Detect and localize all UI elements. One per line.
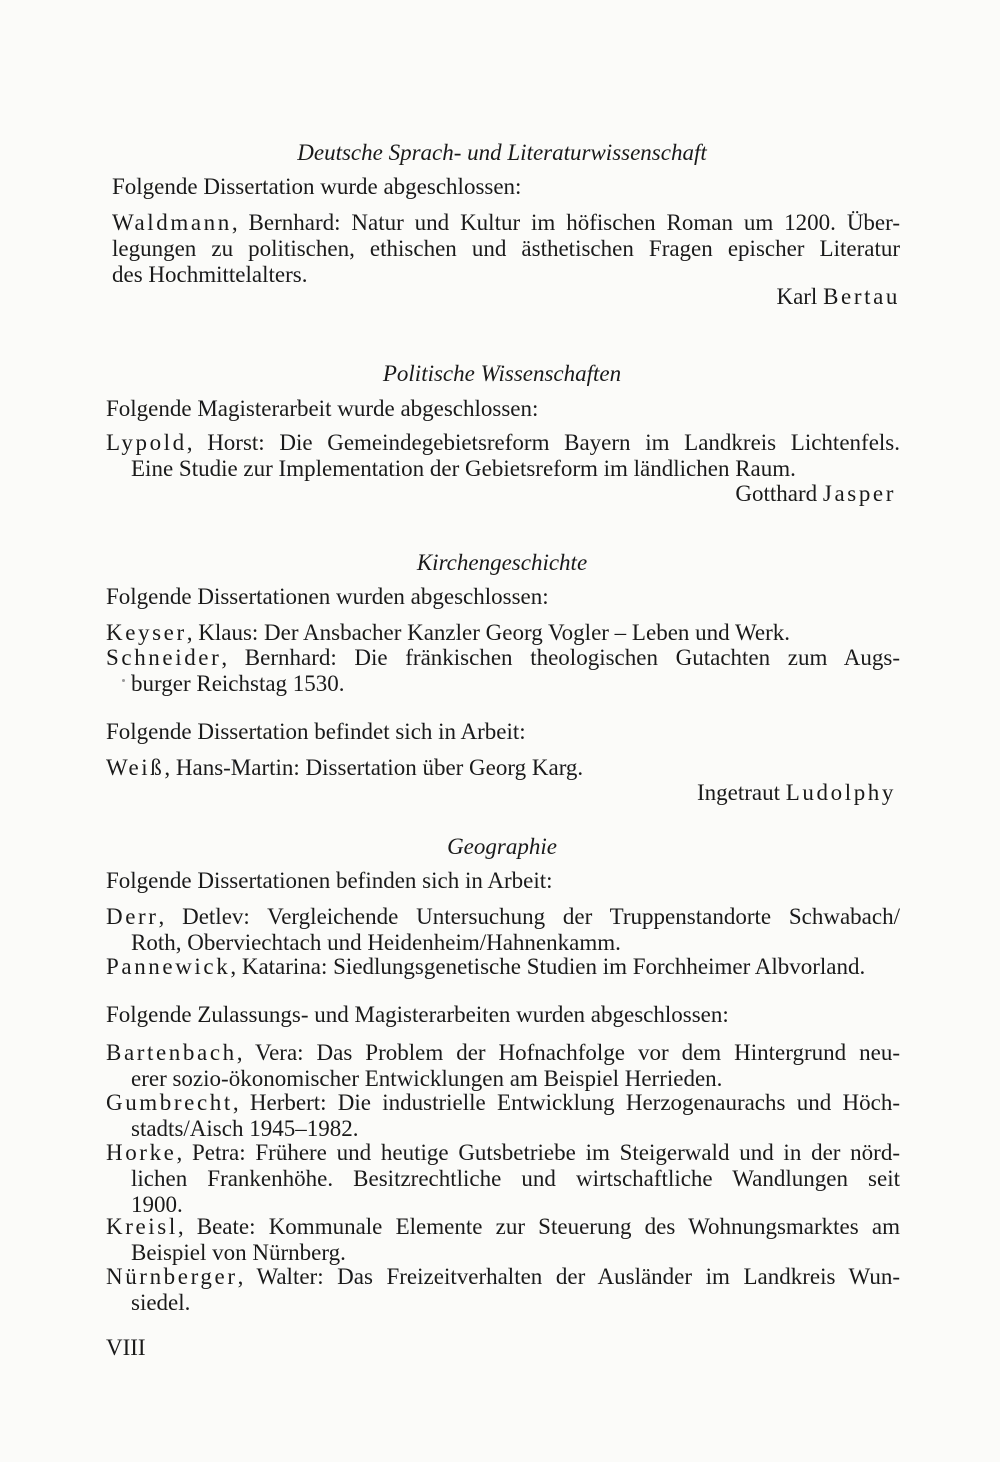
bibliography-entry (106, 620, 854, 646)
entry-text: legungen zu politischen, ethischen und ästhetischen Fragen epischer Literatur (112, 236, 900, 261)
bibliography-entry (106, 645, 900, 697)
entry-text: burger Reichstag 1530. (131, 671, 345, 696)
section-intro: Folgende Dissertationen befinden sich in Arbeit: (106, 868, 553, 893)
bibliography-entry (106, 755, 900, 781)
bibliography-entry (106, 1264, 900, 1316)
entry-author: Derr (106, 904, 159, 929)
entry-author: Bartenbach (106, 1040, 237, 1065)
entry-text: Beispiel von Nürnberg. (131, 1240, 346, 1265)
bibliography-entry (106, 430, 900, 482)
bibliography-entry (106, 1040, 900, 1092)
entry-author: Waldmann (112, 210, 232, 235)
entry-author: Keyser (106, 620, 187, 645)
entry-text: , Vera: Das Problem der Hofnachfolge vor dem Hintergrund neu- (236, 1040, 900, 1065)
section-heading: Deutsche Sprach- und Literaturwissenschaft (297, 140, 707, 165)
entry-text: siedel. (131, 1290, 191, 1315)
entry-author: Weiß (106, 755, 165, 780)
entry-text: , Horst: Die Gemeindegebietsreform Bayern im Landkreis Lichtenfels. (186, 430, 900, 455)
entry-author: Pannewick (106, 954, 231, 979)
section-intro: Folgende Magisterarbeit wurde abgeschlossen: (106, 396, 539, 421)
bibliography-entry (106, 904, 900, 956)
bibliography-entry (106, 1214, 900, 1266)
section-heading: Geographie (447, 834, 557, 859)
entry-text: Eine Studie zur Implementation der Gebietsreform im ländlichen Raum. (131, 456, 796, 481)
entry-text: , Walter: Das Freizeitverhalten der Ausländer im Landkreis Wun- (237, 1264, 900, 1289)
entry-text: , Klaus: Der Ansbacher Kanzler Georg Vogler – Leben und Werk. (186, 620, 790, 645)
entry-text: lichen Frankenhöhe. Besitzrechtliche und wirtschaftliche Wandlungen seit (131, 1166, 900, 1191)
signature-last-name: Ludolphy (785, 780, 896, 805)
bibliography-entry (112, 210, 900, 288)
page-number: VIII (106, 1335, 146, 1360)
scan-speck (122, 679, 125, 682)
section-signature (776, 284, 900, 310)
signature-last-name: Jasper (822, 481, 896, 506)
entry-text: , Beate: Kommunale Elemente zur Steuerung des Wohnungsmarktes am (177, 1214, 900, 1239)
section-intro: Folgende Dissertation befindet sich in Arbeit: (106, 719, 526, 744)
entry-author: Nürnberger (106, 1264, 238, 1289)
signature-first-name: Gotthard (735, 481, 818, 506)
entry-text: , Herbert: Die industrielle Entwicklung Herzogenaurachs und Höch- (232, 1090, 900, 1115)
signature-first-name: Karl (776, 284, 818, 309)
entry-text: , Detlev: Vergleichende Untersuchung der Truppenstandorte Schwabach/ (158, 904, 900, 929)
entry-author: Kreisl (106, 1214, 178, 1239)
entry-text: des Hochmittelalters. (112, 262, 308, 287)
entry-text: erer sozio-ökonomischer Entwicklungen am Beispiel Herrieden. (131, 1066, 723, 1091)
section-intro: Folgende Zulassungs- und Magisterarbeiten wurden abgeschlossen: (106, 1002, 729, 1027)
signature-first-name: Ingetraut (696, 780, 780, 805)
section-intro: Folgende Dissertation wurde abgeschlossen: (112, 174, 522, 199)
bibliography-entry (106, 954, 900, 980)
section-heading: Kirchengeschichte (416, 550, 588, 575)
section-intro: Folgende Dissertationen wurden abgeschlossen: (106, 584, 549, 609)
bibliography-entry (106, 1140, 900, 1218)
bibliography-entry (106, 1090, 900, 1142)
entry-author: Horke (106, 1140, 177, 1165)
entry-author: Gumbrecht (106, 1090, 233, 1115)
entry-text: , Katarina: Siedlungsgenetische Studien im Forchheimer Albvorland. (230, 954, 866, 979)
entry-text: , Bernhard: Die fränkischen theologischen Gutachten zum Augs- (221, 645, 900, 670)
entry-text: , Petra: Frühere und heutige Gutsbetriebe im Steigerwald und in der nörd- (176, 1140, 900, 1165)
entry-text: , Hans-Martin: Dissertation über Georg Karg. (164, 755, 584, 780)
entry-author: Lypold (106, 430, 187, 455)
section-signature (735, 481, 896, 507)
section-heading: Politische Wissenschaften (382, 361, 622, 386)
entry-text: Roth, Oberviechtach und Heidenheim/Hahnenkamm. (131, 930, 621, 955)
signature-last-name: Bertau (823, 284, 900, 309)
entry-text: stadts/Aisch 1945–1982. (131, 1116, 359, 1141)
section-signature (697, 780, 896, 806)
entry-text: 1900. (131, 1192, 183, 1217)
entry-author: Schneider (106, 645, 222, 670)
entry-text: , Bernhard: Natur und Kultur im höfischen Roman um 1200. Über- (231, 210, 900, 235)
